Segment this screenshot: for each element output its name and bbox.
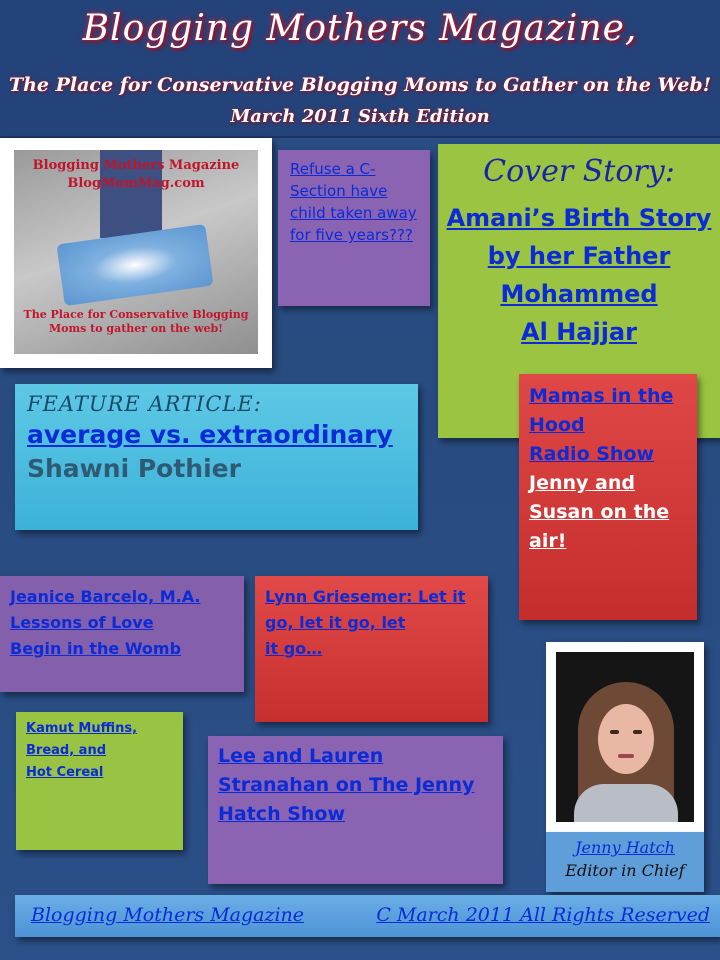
editor-caption (546, 832, 704, 892)
footer-copyright-link[interactable]: C March 2011 All Rights Reserved (376, 904, 710, 926)
radio-show-box (519, 374, 697, 620)
radio-hosts-link[interactable]: Susan on the (529, 501, 670, 523)
portrait-shirt (574, 784, 678, 822)
magazine-tagline: The Place for Conservative Blogging Moms to Gather on the Web! (8, 74, 712, 96)
stranahan-show-link[interactable]: Lee and Lauren (218, 745, 384, 767)
masthead (0, 0, 720, 138)
jeanice-article-link[interactable]: Begin in the Womb (10, 639, 182, 658)
footer-bar (15, 895, 720, 937)
logo-text-url: BlogMomMag.com (67, 176, 205, 191)
logo-text-title: Blogging Mothers Magazine (32, 158, 240, 173)
kamut-recipe-box (16, 712, 183, 850)
portrait-lips (618, 754, 634, 758)
kamut-recipe-link[interactable]: Hot Cereal (26, 765, 104, 780)
jeanice-article-link[interactable]: Lessons of Love (10, 613, 154, 632)
feature-article-box (15, 384, 418, 530)
cover-story-line[interactable]: Al Hajjar (521, 318, 637, 346)
cover-story-line[interactable]: by her Father (487, 242, 671, 270)
editor-name-link[interactable]: Jenny Hatch (575, 838, 675, 857)
lynn-article-link[interactable]: Lynn Griesemer: Let it (265, 587, 466, 606)
editor-photo (546, 642, 704, 832)
radio-show-link[interactable]: Mamas in the (529, 385, 674, 407)
cover-story-link[interactable] (438, 199, 720, 351)
cover-story-heading: Cover Story: (483, 154, 675, 189)
portrait-eye (633, 730, 642, 734)
csection-article-box (278, 150, 430, 306)
logo-image-box[interactable] (0, 138, 272, 368)
lynn-article-link[interactable]: go, let it go, let (265, 613, 406, 632)
logo-photo (14, 150, 258, 354)
portrait-face (598, 704, 654, 774)
feature-heading: FEATURE ARTICLE: (27, 392, 262, 416)
lynn-article-box (255, 576, 488, 722)
stranahan-show-link[interactable]: Hatch Show (218, 803, 346, 825)
logo-text-tagline: The Place for Conservative Blogging Moms to gather on the web! (23, 308, 249, 335)
radio-hosts-link[interactable]: air! (529, 530, 567, 552)
editor-role: Editor in Chief (565, 861, 685, 880)
kamut-recipe-link[interactable]: Kamut Muffins, (26, 721, 138, 736)
jeanice-article-link[interactable]: Jeanice Barcelo, M.A. (10, 587, 201, 606)
stranahan-show-link[interactable]: Stranahan on The Jenny (218, 774, 475, 796)
radio-show-link[interactable]: Hood (529, 414, 585, 436)
feature-author: Shawni Pothier (27, 454, 241, 483)
feature-article-link[interactable]: average vs. extraordinary (27, 420, 393, 449)
cover-story-line[interactable]: Amani’s Birth Story (446, 204, 712, 232)
cover-story-line[interactable]: Mohammed (500, 280, 658, 308)
jeanice-article-box (0, 576, 244, 692)
edition-label: March 2011 Sixth Edition (230, 106, 490, 127)
csection-article-link[interactable]: Refuse a C-Section have child taken away for five years??? (290, 160, 417, 244)
magazine-title: Blogging Mothers Magazine, (82, 8, 638, 49)
portrait-eye (610, 730, 619, 734)
kamut-recipe-link[interactable]: Bread, and (26, 743, 107, 758)
editor-portrait (556, 652, 694, 822)
lynn-article-link[interactable]: it go… (265, 639, 323, 658)
radio-show-link[interactable]: Radio Show (529, 443, 655, 465)
stranahan-show-box (208, 736, 503, 884)
radio-hosts-link[interactable]: Jenny and (529, 472, 635, 494)
logo-flag (56, 224, 213, 306)
footer-magazine-link[interactable]: Blogging Mothers Magazine (31, 904, 305, 926)
